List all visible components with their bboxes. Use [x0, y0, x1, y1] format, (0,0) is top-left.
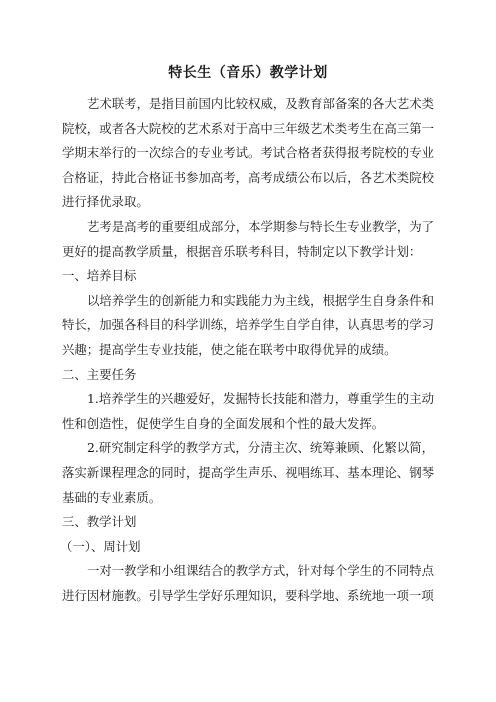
paragraph-task-1: 1.培养学生的兴趣爱好，发掘特长技能和潜力，尊重学生的主动性和创造性，促使学生自身的全面发展和个性的最大发挥。: [62, 391, 434, 431]
paragraph-task-2: 2.研究制定科学的教学方式，分清主次、统筹兼顾、化繁以简，落实新课程理念的同时，提高学生声乐、视唱练耳、基本理论、钢琴基础的专业素质。: [62, 440, 434, 505]
section-heading-goals: 一、培养目标: [62, 268, 137, 284]
paragraph-goals: 以培养学生的创新能力和实践能力为主线，根据学生自身条件和特长，加强各科目的科学训练，培养学生自学自律，认真思考的学习兴趣；提高学生专业技能，使之能在联考中取得优异的成绩。: [62, 292, 434, 357]
paragraph-purpose: 艺考是高考的重要组成部分，本学期参与特长生专业教学，为了更好的提高教学质量，根据音乐联考科目，特制定以下教学计划：: [62, 218, 434, 259]
paragraph-weekly-plan: 一对一教学和小组课结合的教学方式，针对每个学生的不同特点进行因材施教。引导学生学好乐理知识，要科学地、系统地一项一项: [62, 563, 434, 603]
subsection-heading-weekly: （一）、周计划: [60, 538, 141, 554]
document-body: [62, 92, 434, 608]
section-heading-tasks: 二、主要任务: [62, 366, 137, 382]
section-heading-plan: 三、教学计划: [62, 514, 137, 530]
paragraph-intro: 艺术联考，是指目前国内比较权威，及教育部备案的各大艺术类院校，或者各大院校的艺术系对于高中三年级艺术类考生在高三第一学期末举行的一次综合的专业考试。考试合格者获得报考院校的专业合格证，持此合格证书参加高考，高考成绩公布以后，各艺术类院校进行择优录取。: [62, 96, 434, 210]
document-title: 特长生（音乐）教学计划: [168, 65, 328, 81]
